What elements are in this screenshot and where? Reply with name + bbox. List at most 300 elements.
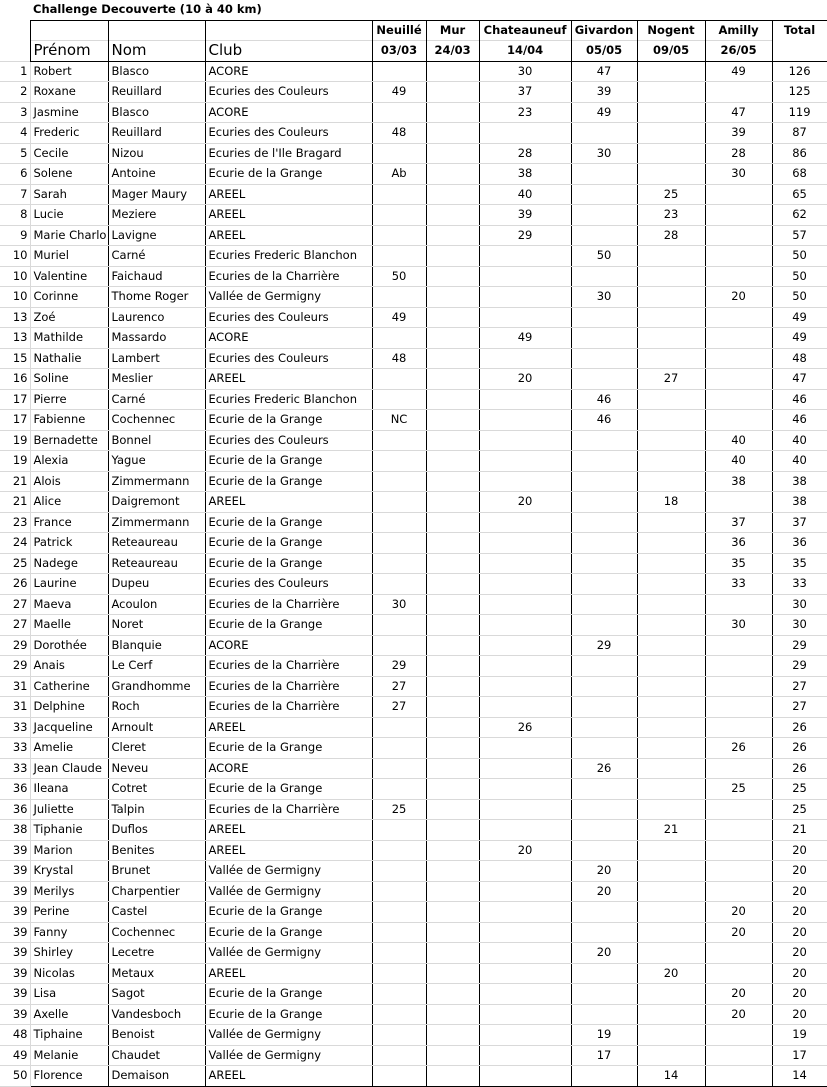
club-cell: Ecuries Frederic Blanchon	[205, 246, 372, 267]
score-cell: 35	[705, 553, 772, 574]
prenom-cell: Juliette	[30, 799, 108, 820]
table-row	[0, 205, 827, 226]
total-cell: 20	[772, 840, 827, 861]
prenom-cell: Solene	[30, 164, 108, 185]
nom-cell: Thome Roger	[108, 287, 205, 308]
prenom-cell: Nadege	[30, 553, 108, 574]
nom-cell: Mager Maury	[108, 184, 205, 205]
score-cell	[637, 779, 705, 800]
table-row	[0, 1066, 827, 1087]
score-cell	[705, 840, 772, 861]
club-cell: Vallée de Germigny	[205, 287, 372, 308]
club-cell: ACORE	[205, 758, 372, 779]
score-cell: 29	[372, 656, 426, 677]
score-cell	[426, 225, 479, 246]
score-cell: 17	[571, 1045, 637, 1066]
score-cell	[426, 307, 479, 328]
prenom-cell: Nathalie	[30, 348, 108, 369]
score-cell	[479, 307, 571, 328]
rank-cell: 39	[0, 963, 30, 984]
score-cell	[372, 553, 426, 574]
table-row	[0, 348, 827, 369]
score-cell	[372, 533, 426, 554]
table-row	[0, 615, 827, 636]
score-cell	[426, 963, 479, 984]
score-cell	[426, 533, 479, 554]
score-cell	[571, 697, 637, 718]
total-cell: 14	[772, 1066, 827, 1087]
score-cell	[426, 1045, 479, 1066]
nom-cell: Blasco	[108, 61, 205, 82]
nom-cell: Carné	[108, 389, 205, 410]
prenom-cell: Marion	[30, 840, 108, 861]
total-cell: 25	[772, 779, 827, 800]
prenom-cell: Roxane	[30, 82, 108, 103]
club-cell: Ecuries des Couleurs	[205, 307, 372, 328]
prenom-cell: Laurine	[30, 574, 108, 595]
score-cell: 20	[705, 984, 772, 1005]
nom-cell: Demaison	[108, 1066, 205, 1087]
score-cell	[705, 635, 772, 656]
rank-cell: 31	[0, 697, 30, 718]
total-cell: 86	[772, 143, 827, 164]
score-cell	[571, 902, 637, 923]
prenom-cell: Catherine	[30, 676, 108, 697]
rank-cell: 39	[0, 922, 30, 943]
score-cell	[372, 881, 426, 902]
rank-cell: 27	[0, 615, 30, 636]
score-cell	[571, 779, 637, 800]
score-cell	[372, 61, 426, 82]
score-cell	[637, 943, 705, 964]
club-cell: Ecurie de la Grange	[205, 902, 372, 923]
nom-cell: Cleret	[108, 738, 205, 759]
score-cell	[426, 758, 479, 779]
rank-cell: 21	[0, 492, 30, 513]
nom-cell: Benoist	[108, 1025, 205, 1046]
total-cell: 17	[772, 1045, 827, 1066]
club-cell: Ecuries des Couleurs	[205, 574, 372, 595]
score-cell	[705, 225, 772, 246]
score-cell: 21	[637, 820, 705, 841]
score-cell: Ab	[372, 164, 426, 185]
prenom-cell: Alice	[30, 492, 108, 513]
nom-cell: Meziere	[108, 205, 205, 226]
score-cell: 38	[479, 164, 571, 185]
score-cell: 26	[571, 758, 637, 779]
score-cell	[372, 861, 426, 882]
score-cell	[426, 840, 479, 861]
score-cell	[426, 328, 479, 349]
score-cell	[637, 717, 705, 738]
score-cell	[637, 922, 705, 943]
score-cell	[705, 1045, 772, 1066]
prenom-cell: Jasmine	[30, 102, 108, 123]
table-row	[0, 389, 827, 410]
event-date-neuille: 03/03	[372, 41, 426, 62]
score-cell	[426, 430, 479, 451]
score-cell	[479, 430, 571, 451]
score-cell	[372, 1025, 426, 1046]
score-cell	[571, 451, 637, 472]
table-row	[0, 512, 827, 533]
score-cell	[705, 410, 772, 431]
table-row	[0, 61, 827, 82]
event-name-mur: Mur	[426, 20, 479, 41]
prenom-cell: Fabienne	[30, 410, 108, 431]
prenom-cell: Mathilde	[30, 328, 108, 349]
score-cell	[479, 799, 571, 820]
total-cell: 48	[772, 348, 827, 369]
score-cell	[637, 61, 705, 82]
rank-cell: 4	[0, 123, 30, 144]
nom-cell: Nizou	[108, 143, 205, 164]
score-cell: 27	[372, 697, 426, 718]
club-cell: Ecurie de la Grange	[205, 553, 372, 574]
prenom-cell: Nicolas	[30, 963, 108, 984]
score-cell	[637, 738, 705, 759]
score-cell	[426, 512, 479, 533]
score-cell	[705, 799, 772, 820]
rank-cell: 39	[0, 984, 30, 1005]
score-cell: 49	[571, 102, 637, 123]
prenom-cell: Zoé	[30, 307, 108, 328]
score-cell	[479, 451, 571, 472]
score-cell	[637, 102, 705, 123]
score-cell	[426, 594, 479, 615]
table-row	[0, 143, 827, 164]
score-cell	[637, 451, 705, 472]
table-row	[0, 799, 827, 820]
table-row	[0, 471, 827, 492]
rank-cell: 29	[0, 656, 30, 677]
score-cell	[637, 410, 705, 431]
table-row	[0, 451, 827, 472]
table-row	[0, 307, 827, 328]
score-cell	[705, 656, 772, 677]
score-cell	[372, 984, 426, 1005]
club-cell: AREEL	[205, 369, 372, 390]
score-cell	[637, 348, 705, 369]
score-cell	[705, 963, 772, 984]
total-cell: 35	[772, 553, 827, 574]
nom-cell: Charpentier	[108, 881, 205, 902]
score-cell: 28	[637, 225, 705, 246]
score-cell	[637, 307, 705, 328]
rank-cell: 9	[0, 225, 30, 246]
nom-cell: Reuillard	[108, 123, 205, 144]
rank-cell: 39	[0, 861, 30, 882]
score-cell: 29	[479, 225, 571, 246]
score-cell	[426, 656, 479, 677]
score-cell: 48	[372, 348, 426, 369]
table-row	[0, 246, 827, 267]
score-cell	[479, 676, 571, 697]
score-cell	[637, 594, 705, 615]
score-cell: 20	[705, 902, 772, 923]
table-row	[0, 717, 827, 738]
nom-cell: Metaux	[108, 963, 205, 984]
total-cell: 21	[772, 820, 827, 841]
nom-cell: Daigremont	[108, 492, 205, 513]
score-cell	[479, 410, 571, 431]
table-row	[0, 963, 827, 984]
score-cell	[372, 369, 426, 390]
club-cell: AREEL	[205, 205, 372, 226]
total-cell: 49	[772, 328, 827, 349]
score-cell	[479, 984, 571, 1005]
nom-cell: Blasco	[108, 102, 205, 123]
score-cell	[637, 799, 705, 820]
rank-cell: 39	[0, 1004, 30, 1025]
score-cell	[571, 1004, 637, 1025]
table-row	[0, 225, 827, 246]
score-cell	[372, 1045, 426, 1066]
score-cell	[372, 451, 426, 472]
total-cell: 37	[772, 512, 827, 533]
club-cell: Ecuries des Couleurs	[205, 348, 372, 369]
nom-cell: Roch	[108, 697, 205, 718]
table-row	[0, 881, 827, 902]
total-cell: 20	[772, 902, 827, 923]
score-cell	[372, 840, 426, 861]
score-cell	[479, 1025, 571, 1046]
score-cell	[479, 779, 571, 800]
prenom-cell: Ileana	[30, 779, 108, 800]
rank-cell: 27	[0, 594, 30, 615]
score-cell	[637, 164, 705, 185]
score-cell	[637, 676, 705, 697]
score-cell	[637, 471, 705, 492]
total-cell: 26	[772, 758, 827, 779]
total-cell: 20	[772, 861, 827, 882]
table-row	[0, 943, 827, 964]
club-cell: Ecurie de la Grange	[205, 471, 372, 492]
score-cell	[426, 266, 479, 287]
score-cell: 46	[571, 389, 637, 410]
score-cell	[571, 184, 637, 205]
prenom-cell: Merilys	[30, 881, 108, 902]
score-cell	[571, 328, 637, 349]
total-cell: 29	[772, 635, 827, 656]
prenom-cell: Corinne	[30, 287, 108, 308]
score-cell	[479, 963, 571, 984]
table-row	[0, 635, 827, 656]
nom-cell: Duflos	[108, 820, 205, 841]
total-cell: 27	[772, 676, 827, 697]
nom-cell: Cochennec	[108, 410, 205, 431]
score-cell	[479, 246, 571, 267]
total-cell: 46	[772, 389, 827, 410]
score-cell: 40	[705, 451, 772, 472]
prenom-cell: Melanie	[30, 1045, 108, 1066]
score-cell	[426, 184, 479, 205]
score-cell	[637, 1004, 705, 1025]
rank-cell: 17	[0, 389, 30, 410]
rank-cell: 15	[0, 348, 30, 369]
table-row	[0, 574, 827, 595]
score-cell: NC	[372, 410, 426, 431]
score-cell	[426, 943, 479, 964]
score-cell: 20	[705, 287, 772, 308]
table-row	[0, 102, 827, 123]
score-cell	[426, 451, 479, 472]
score-cell	[479, 635, 571, 656]
prenom-cell: Fanny	[30, 922, 108, 943]
score-cell: 38	[705, 471, 772, 492]
rank-cell: 6	[0, 164, 30, 185]
table-row	[0, 1004, 827, 1025]
nom-cell: Carné	[108, 246, 205, 267]
score-cell	[479, 922, 571, 943]
score-cell	[705, 881, 772, 902]
score-cell	[426, 1025, 479, 1046]
prenom-cell: Sarah	[30, 184, 108, 205]
prenom-cell: Cecile	[30, 143, 108, 164]
total-cell: 50	[772, 246, 827, 267]
score-cell: 40	[479, 184, 571, 205]
table-row	[0, 184, 827, 205]
score-cell	[479, 512, 571, 533]
score-cell	[705, 1066, 772, 1087]
score-cell	[479, 123, 571, 144]
score-cell	[479, 1004, 571, 1025]
score-cell	[571, 799, 637, 820]
score-cell	[426, 246, 479, 267]
prenom-cell: Amelie	[30, 738, 108, 759]
score-cell: 33	[705, 574, 772, 595]
rank-cell: 39	[0, 840, 30, 861]
event-name-givardon: Givardon	[571, 20, 637, 41]
nom-cell: Cochennec	[108, 922, 205, 943]
rank-cell: 19	[0, 430, 30, 451]
nom-cell: Massardo	[108, 328, 205, 349]
club-cell: Ecurie de la Grange	[205, 984, 372, 1005]
score-cell	[571, 205, 637, 226]
nom-cell: Brunet	[108, 861, 205, 882]
score-cell	[571, 820, 637, 841]
total-cell: 46	[772, 410, 827, 431]
prenom-cell: Robert	[30, 61, 108, 82]
score-cell	[637, 287, 705, 308]
score-cell	[637, 143, 705, 164]
score-cell	[372, 512, 426, 533]
score-cell	[426, 635, 479, 656]
prenom-cell: Maeva	[30, 594, 108, 615]
score-cell	[705, 184, 772, 205]
nom-cell: Neveu	[108, 758, 205, 779]
score-cell	[426, 410, 479, 431]
rank-cell: 2	[0, 82, 30, 103]
prenom-cell: Marie Charlo	[30, 225, 108, 246]
score-cell	[637, 82, 705, 103]
rank-cell: 33	[0, 717, 30, 738]
score-cell: 20	[571, 943, 637, 964]
table-row	[0, 553, 827, 574]
score-cell: 27	[372, 676, 426, 697]
club-cell: Ecuries de la Charrière	[205, 656, 372, 677]
total-cell: 68	[772, 164, 827, 185]
score-cell	[479, 389, 571, 410]
score-cell	[637, 902, 705, 923]
nom-cell: Benites	[108, 840, 205, 861]
table-row	[0, 779, 827, 800]
score-cell	[571, 369, 637, 390]
score-cell	[426, 615, 479, 636]
table-row	[0, 697, 827, 718]
score-cell	[571, 615, 637, 636]
event-date-mur: 24/03	[426, 41, 479, 62]
total-cell: 30	[772, 615, 827, 636]
nom-cell: Chaudet	[108, 1045, 205, 1066]
total-cell: 20	[772, 881, 827, 902]
club-cell: Ecuries de l'Ile Bragard	[205, 143, 372, 164]
nom-cell: Noret	[108, 615, 205, 636]
club-cell: ACORE	[205, 61, 372, 82]
score-cell	[426, 676, 479, 697]
total-cell: 65	[772, 184, 827, 205]
score-cell	[426, 902, 479, 923]
score-cell: 20	[479, 369, 571, 390]
score-cell	[426, 697, 479, 718]
score-cell	[479, 697, 571, 718]
score-cell	[426, 164, 479, 185]
table-row	[0, 1025, 827, 1046]
score-cell	[479, 287, 571, 308]
nom-cell: Zimmermann	[108, 512, 205, 533]
score-cell: 20	[571, 861, 637, 882]
score-cell: 30	[571, 287, 637, 308]
total-cell: 47	[772, 369, 827, 390]
score-cell	[372, 1066, 426, 1087]
score-cell	[571, 512, 637, 533]
nom-cell: Meslier	[108, 369, 205, 390]
total-cell: 20	[772, 1004, 827, 1025]
score-cell	[372, 225, 426, 246]
table-row	[0, 287, 827, 308]
score-cell: 40	[705, 430, 772, 451]
score-cell	[705, 369, 772, 390]
prenom-cell: Lucie	[30, 205, 108, 226]
score-cell	[426, 984, 479, 1005]
prenom-cell: Lisa	[30, 984, 108, 1005]
score-cell: 30	[479, 61, 571, 82]
score-cell	[372, 205, 426, 226]
score-cell: 25	[372, 799, 426, 820]
total-cell: 20	[772, 943, 827, 964]
score-cell: 49	[372, 307, 426, 328]
score-cell: 29	[571, 635, 637, 656]
rank-cell: 13	[0, 307, 30, 328]
score-cell	[426, 1004, 479, 1025]
score-cell: 28	[705, 143, 772, 164]
score-cell	[705, 266, 772, 287]
rank-cell: 26	[0, 574, 30, 595]
club-cell: Ecuries de la Charrière	[205, 266, 372, 287]
score-cell	[571, 594, 637, 615]
prenom-cell: Alexia	[30, 451, 108, 472]
nom-cell: Antoine	[108, 164, 205, 185]
nom-cell: Laurenco	[108, 307, 205, 328]
table-row	[0, 492, 827, 513]
score-cell	[637, 574, 705, 595]
score-cell	[637, 635, 705, 656]
nom-cell: Reteaureau	[108, 553, 205, 574]
table-row	[0, 738, 827, 759]
total-cell: 38	[772, 471, 827, 492]
prenom-cell: Jacqueline	[30, 717, 108, 738]
total-cell: 20	[772, 984, 827, 1005]
